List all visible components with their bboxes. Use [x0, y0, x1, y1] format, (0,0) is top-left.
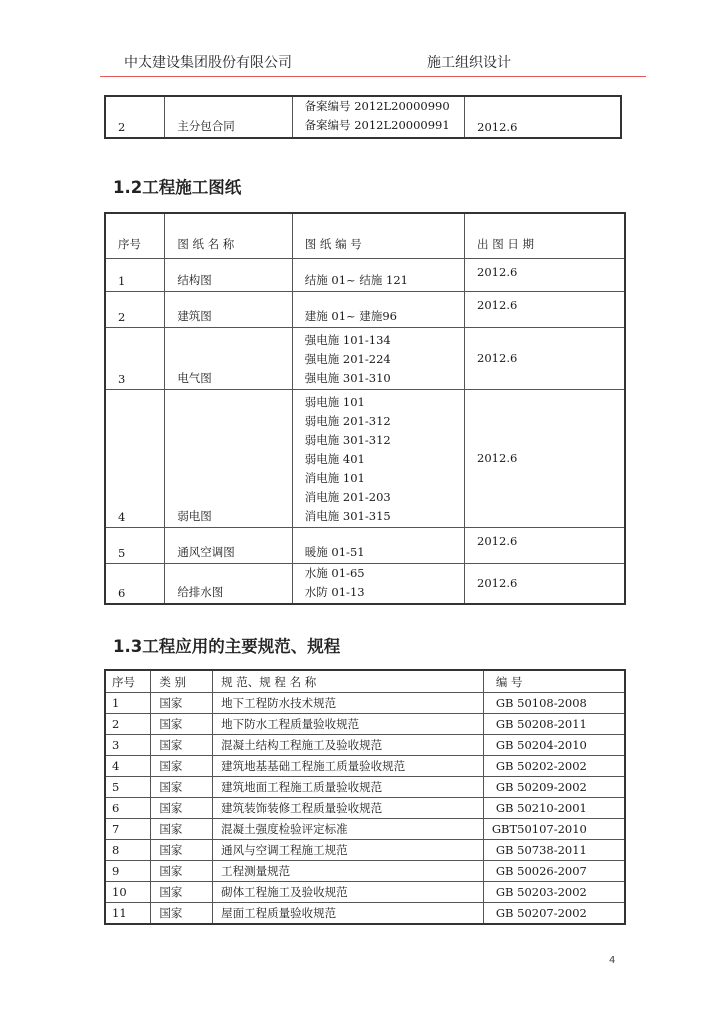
table-row	[105, 291, 625, 327]
row-code: 结施 01~ 结施 121	[292, 258, 464, 291]
row-category: 国家	[151, 777, 213, 798]
col-header-date: 出 图 日 期	[465, 213, 625, 258]
row-name: 混凝土强度检验评定标准	[213, 819, 484, 840]
row-name: 建筑地面工程施工质量验收规范	[213, 777, 484, 798]
table-row	[105, 714, 625, 735]
col-header-code: 编 号	[483, 670, 625, 693]
row-code: 消电施 101	[304, 470, 365, 485]
row-name: 地下工程防水技术规范	[213, 693, 484, 714]
row-code: GB 50207-2002	[483, 903, 625, 925]
row-code: 弱电施 201-312	[304, 413, 391, 428]
col-header-category: 类 别	[151, 670, 213, 693]
table-row	[105, 389, 625, 527]
row-no: 5	[105, 527, 165, 563]
row-date: 2012.6	[465, 327, 625, 389]
table-row	[105, 756, 625, 777]
row-name: 给排水图	[165, 563, 292, 604]
table-row	[105, 563, 625, 604]
table-row	[105, 777, 625, 798]
row-code: GB 50210-2001	[483, 798, 625, 819]
table-row	[105, 819, 625, 840]
row-name: 地下防水工程质量验收规范	[213, 714, 484, 735]
row-date: 2012.6	[465, 389, 625, 527]
row-code: 强电施 101-134	[304, 332, 391, 347]
row-codes	[292, 563, 464, 604]
row-name: 混凝土结构工程施工及验收规范	[213, 735, 484, 756]
row-no: 4	[105, 389, 165, 527]
contract-table	[104, 95, 622, 139]
header-divider	[100, 76, 646, 77]
contract-records	[292, 96, 465, 138]
record-code: 备案编号 2012L20000990	[304, 99, 450, 113]
row-no: 1	[105, 258, 165, 291]
row-date: 2012.6	[465, 563, 625, 604]
row-name: 屋面工程质量验收规范	[213, 903, 484, 925]
row-code: GB 50204-2010	[483, 735, 625, 756]
row-code: 水防 01-13	[304, 585, 365, 599]
section-title-standards: 1.3工程应用的主要规范、规程	[113, 637, 341, 656]
row-code: GB 50203-2002	[483, 882, 625, 903]
row-code: GB 50108-2008	[483, 693, 625, 714]
row-no: 4	[105, 756, 151, 777]
row-category: 国家	[151, 861, 213, 882]
row-name: 结构图	[165, 258, 292, 291]
row-category: 国家	[151, 882, 213, 903]
col-header-name: 图 纸 名 称	[165, 213, 292, 258]
company-name: 中太建设集团股份有限公司	[124, 55, 292, 71]
row-no: 8	[105, 840, 151, 861]
row-name: 建筑图	[165, 291, 292, 327]
row-category: 国家	[151, 840, 213, 861]
row-code: GB 50202-2002	[483, 756, 625, 777]
row-no: 3	[105, 735, 151, 756]
row-no: 5	[105, 777, 151, 798]
row-name: 建筑地基基础工程施工质量验收规范	[213, 756, 484, 777]
page-number: 4	[609, 955, 616, 966]
row-code: 弱电施 101	[304, 394, 365, 409]
row-codes	[292, 389, 464, 527]
row-code: 水施 01-65	[304, 566, 365, 580]
table-row	[105, 527, 625, 563]
row-no: 9	[105, 861, 151, 882]
row-code: GBT50107-2010	[483, 819, 625, 840]
row-code: GB 50209-2002	[483, 777, 625, 798]
table-row	[105, 693, 625, 714]
drawings-table	[104, 212, 626, 605]
row-no: 6	[105, 563, 165, 604]
row-code: 暖施 01-51	[292, 527, 464, 563]
row-name: 通风空调图	[165, 527, 292, 563]
table-row	[105, 96, 621, 138]
row-name: 工程测量规范	[213, 861, 484, 882]
row-code: 消电施 201-203	[304, 489, 391, 504]
col-header-code: 图 纸 编 号	[292, 213, 464, 258]
row-code: GB 50026-2007	[483, 861, 625, 882]
row-category: 国家	[151, 735, 213, 756]
row-no: 2	[105, 291, 165, 327]
standards-table	[104, 669, 626, 925]
col-header-name: 规 范、规 程 名 称	[213, 670, 484, 693]
row-code: GB 50738-2011	[483, 840, 625, 861]
contract-no: 2	[105, 96, 165, 138]
table-row	[105, 798, 625, 819]
table-row	[105, 903, 625, 925]
row-no: 1	[105, 693, 151, 714]
row-no: 7	[105, 819, 151, 840]
page-header	[0, 52, 724, 76]
row-code: 强电施 301-310	[304, 370, 391, 385]
row-name: 砌体工程施工及验收规范	[213, 882, 484, 903]
record-code: 备案编号 2012L20000991	[304, 118, 450, 132]
row-no: 10	[105, 882, 151, 903]
table-row	[105, 861, 625, 882]
table-row	[105, 258, 625, 291]
row-code: 弱电施 401	[304, 451, 365, 466]
row-code: 建施 01~ 建施96	[292, 291, 464, 327]
row-category: 国家	[151, 693, 213, 714]
row-category: 国家	[151, 798, 213, 819]
row-category: 国家	[151, 756, 213, 777]
row-date: 2012.6	[465, 527, 625, 563]
row-no: 6	[105, 798, 151, 819]
row-date: 2012.6	[465, 291, 625, 327]
row-date: 2012.6	[465, 258, 625, 291]
contract-name: 主分包合同	[165, 96, 292, 138]
row-name: 建筑装饰装修工程质量验收规范	[213, 798, 484, 819]
document-title: 施工组织设计	[427, 55, 511, 71]
row-category: 国家	[151, 819, 213, 840]
row-code: 弱电施 301-312	[304, 432, 391, 447]
row-name: 通风与空调工程施工规范	[213, 840, 484, 861]
row-name: 弱电图	[165, 389, 292, 527]
section-title-drawings: 1.2工程施工图纸	[113, 178, 242, 197]
table-row	[105, 735, 625, 756]
row-category: 国家	[151, 903, 213, 925]
col-header-no: 序号	[105, 670, 151, 693]
table-row	[105, 840, 625, 861]
table-row	[105, 882, 625, 903]
col-header-no: 序号	[105, 213, 165, 258]
row-code: 消电施 301-315	[304, 508, 391, 523]
row-codes	[292, 327, 464, 389]
row-code: 强电施 201-224	[304, 351, 391, 366]
row-category: 国家	[151, 714, 213, 735]
row-no: 11	[105, 903, 151, 925]
table-header-row	[105, 670, 625, 693]
table-header-row	[105, 213, 625, 258]
table-row	[105, 327, 625, 389]
row-code: GB 50208-2011	[483, 714, 625, 735]
row-no: 2	[105, 714, 151, 735]
row-name: 电气图	[165, 327, 292, 389]
row-no: 3	[105, 327, 165, 389]
contract-date: 2012.6	[465, 96, 621, 138]
